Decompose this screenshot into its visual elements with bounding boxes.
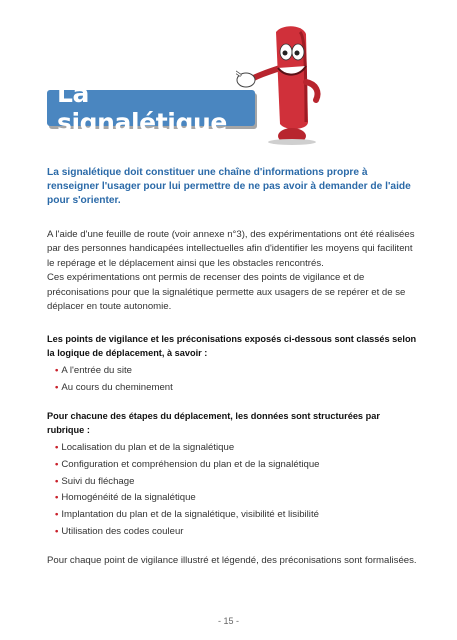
closing-paragraph: Pour chaque point de vigilance illustré et légendé, des préconisations sont formalisées. <box>47 554 417 566</box>
list-item: • Localisation du plan et de la signalétique <box>55 442 235 454</box>
list-item: • Suivi du fléchage <box>55 475 135 487</box>
bullet-icon: • <box>55 526 59 538</box>
bullet-list-2 <box>47 440 417 541</box>
paragraph-2: Ces expérimentations ont permis de recenser des points de vigilance et de préconisations pour que la signalétique permette aux usagers de se repérer et de se déplacer en toute autonomie. <box>47 272 406 313</box>
bullet-icon: • <box>55 458 59 470</box>
bullet-icon: • <box>55 492 59 504</box>
bullet-icon: • <box>55 365 59 377</box>
paragraph-1: A l'aide d'une feuille de route (voir annexe n°3), des expérimentations ont été réalisées par des personnes handicapées intellectuelles afin d'identifier les moyens qui facilitent le repérage et le déplacement ainsi que les obstacles rencontrés. <box>47 229 415 269</box>
intro-text: La signalétique doit constituer une chaîne d'informations propre à renseigner l'usager pour lui permettre de ne pas avoir à demander de l'aide pour s'orienter. <box>47 167 411 206</box>
list-item: • Homogénéité de la signalétique <box>55 492 196 504</box>
list-item: • Utilisation des codes couleur <box>55 526 184 538</box>
list-item: • Implantation du plan et de la signalétique, visibilité et lisibilité <box>55 509 319 521</box>
title-banner <box>47 79 255 137</box>
list-item: • Au cours du cheminement <box>55 382 173 394</box>
bullet-icon: • <box>55 442 59 454</box>
bullet-list-1 <box>47 363 417 397</box>
bullet-icon: • <box>55 382 59 394</box>
list-item: • A l'entrée du site <box>55 365 132 377</box>
main-content <box>47 166 417 568</box>
bullet-icon: • <box>55 475 59 487</box>
page-number: - 15 - <box>217 616 239 626</box>
section-heading-2: Pour chacune des étapes du déplacement, les données sont structurées par rubrique : <box>47 411 380 436</box>
bullet-icon: • <box>55 509 59 521</box>
list-item: • Configuration et compréhension du plan et de la signalétique <box>55 458 320 470</box>
page-title: La signalétique <box>57 79 227 137</box>
section-heading-1: Les points de vigilance et les préconisations exposés ci-dessous sont classés selon la logique de déplacement, à savoir : <box>47 334 417 359</box>
